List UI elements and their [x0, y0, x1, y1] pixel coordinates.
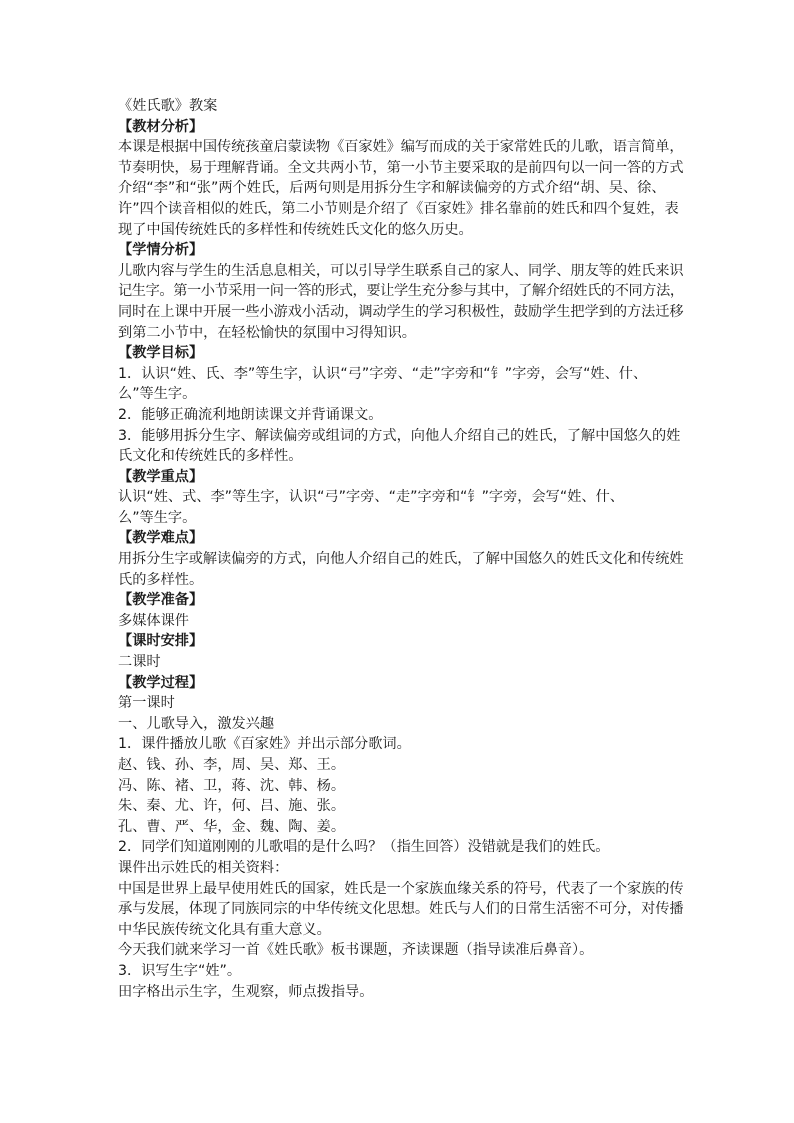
- body-text-line: 么”等生字。: [118, 386, 197, 403]
- section-heading: 【教学重点】: [118, 468, 204, 485]
- body-text-line: 许”四个读音相似的姓氏，第二小节则是介绍了《百家姓》排名靠前的姓氏和四个复姓，表: [118, 200, 679, 217]
- body-text-line: 中华民族传统文化具有重大意义。: [118, 921, 331, 938]
- section-heading: 【教学目标】: [118, 345, 204, 362]
- body-text-line: 田字格出示生字，生观察，师点拨指导。: [118, 983, 374, 1000]
- body-text-line: 同时在上课中开展一些小游戏小活动，调动学生的学习积极性，鼓励学生把学到的方法迁移: [118, 303, 684, 320]
- body-text-line: 承与发展，体现了同族同宗的中华传统文化思想。姓氏与人们的日常生活密不可分，对传播: [118, 901, 684, 918]
- body-text-line: 到第二小节中，在轻松愉快的氛围中习得知识。: [118, 324, 416, 341]
- body-text-line: 现了中国传统姓氏的多样性和传统姓氏文化的悠久历史。: [118, 221, 473, 238]
- body-text-line: 1．课件播放儿歌《百家姓》并出示部分歌词。: [118, 736, 411, 753]
- body-text-line: 本课是根据中国传统孩童启蒙读物《百家姓》编写而成的关于家常姓氏的儿歌，语言简单，: [118, 139, 684, 156]
- body-text-line: 1．认识“姓、氏、李”等生字，认识“弓”字旁、“走”字旁和“钅”字旁，会写“姓、什、: [118, 365, 648, 382]
- document-body: [118, 117, 684, 1003]
- body-text-line: 2．同学们知道刚刚的儿歌唱的是什么吗？（指生回答）没错就是我们的姓氏。: [118, 839, 610, 856]
- body-text-line: 今天我们就来学习一首《姓氏歌》板书课题，齐读课题（指导读准后鼻音）。: [118, 942, 594, 959]
- document-page: [118, 96, 684, 1002]
- body-text-line: 么”等生字。: [118, 509, 197, 526]
- body-text-line: 氏文化和传统姓氏的多样性。: [118, 448, 303, 465]
- body-text-line: 3．识写生字“姓”。: [118, 962, 242, 979]
- body-text-line: 第一课时: [118, 695, 175, 712]
- body-text-line: 记生字。第一小节采用一问一答的形式，要让学生充分参与其中，了解介绍姓氏的不同方法，: [118, 283, 684, 300]
- body-text-line: 节奏明快，易于理解背诵。全文共两小节，第一小节主要采取的是前四句以一问一答的方式: [118, 159, 684, 176]
- section-heading: 【教材分析】: [118, 118, 204, 135]
- body-text-line: 二课时: [118, 654, 161, 671]
- section-heading: 【教学过程】: [118, 674, 204, 691]
- body-text-line: 中国是世界上最早使用姓氏的国家，姓氏是一个家族血缘关系的符号，代表了一个家族的传: [118, 880, 684, 897]
- body-text-line: 一、儿歌导入，激发兴趣: [118, 715, 275, 732]
- body-text-line: 赵、钱、孙、李，周、吴、郑、王。: [118, 757, 346, 773]
- section-heading: 【教学难点】: [118, 530, 204, 547]
- body-text-line: 孔、曹、严、华，金、魏、陶、姜。: [118, 818, 346, 835]
- body-text-line: 用拆分生字或解读偏旁的方式，向他人介绍自己的姓氏，了解中国悠久的姓氏文化和传统姓: [118, 551, 684, 568]
- body-text-line: 介绍“李”和“张”两个姓氏，后两句则是用拆分生字和解读偏旁的方式介绍“胡、吴、徐、: [118, 180, 666, 197]
- body-text-line: 氏的多样性。: [118, 571, 204, 588]
- body-text-line: 冯、陈、褚、卫，蒋、沈、韩、杨。: [118, 777, 346, 794]
- body-text-line: 多媒体课件: [118, 612, 189, 629]
- body-text-line: 3．能够用拆分生字、解读偏旁或组词的方式，向他人介绍自己的姓氏，了解中国悠久的姓: [118, 427, 681, 444]
- body-text-line: 2．能够正确流利地朗读课文并背诵课文。: [118, 406, 383, 423]
- body-text-line: 朱、秦、尤、许，何、吕、施、张。: [118, 798, 346, 815]
- section-heading: 【课时安排】: [118, 633, 204, 650]
- section-heading: 【学情分析】: [118, 242, 204, 259]
- body-text-line: 课件出示姓氏的相关资料：: [118, 859, 289, 876]
- body-text-line: 儿歌内容与学生的生活息息相关，可以引导学生联系自己的家人、同学、朋友等的姓氏来识: [118, 262, 684, 279]
- body-text-line: 认识“姓、式、李”等生字，认识“弓”字旁、“走”字旁和“钅”字旁，会写“姓、什、: [118, 489, 624, 506]
- document-title: 《姓氏歌》教案: [118, 98, 218, 114]
- section-heading: 【教学准备】: [118, 592, 204, 609]
